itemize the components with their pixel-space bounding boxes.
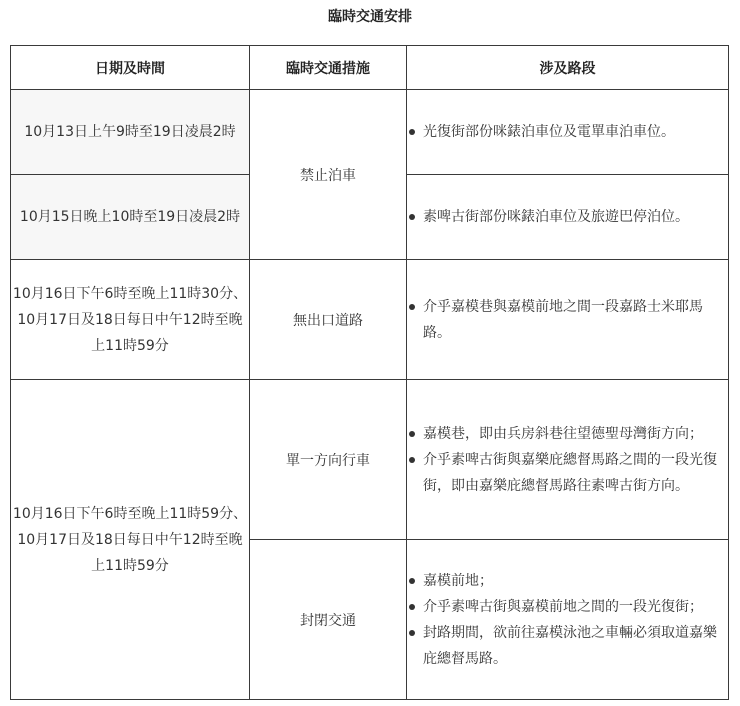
table-header-row <box>11 46 729 90</box>
table-row <box>11 90 729 175</box>
header-measure: 臨時交通措施 <box>250 46 407 90</box>
time-line: 10月17日及18日每日中午12時至晚上11時59分 <box>17 311 243 354</box>
time-cell: 10月13日上午9時至19日凌晨2時 <box>11 90 250 175</box>
table-row <box>11 260 729 380</box>
roads-cell <box>407 175 729 260</box>
time-line: 10月16日下午6時至晚上11時59分、 <box>12 505 248 522</box>
traffic-arrangement-table <box>10 45 729 700</box>
road-item: 封路期間，欲前往嘉模泳池之車輛必須取道嘉樂庇總督馬路。 <box>407 620 728 672</box>
road-item: 光復街部份咪錶泊車位及電單車泊車位。 <box>407 119 728 145</box>
roads-cell <box>407 260 729 380</box>
road-item: 介乎素啤古街與嘉樂庇總督馬路之間的一段光復街，即由嘉樂庇總督馬路往素啤古街方向。 <box>407 447 728 499</box>
page-title: 臨時交通安排 <box>328 9 412 25</box>
time-cell <box>11 260 250 380</box>
header-roads: 涉及路段 <box>407 46 729 90</box>
roads-cell <box>407 380 729 540</box>
road-item: 介乎素啤古街與嘉模前地之間的一段光復街； <box>407 594 728 620</box>
time-line: 10月16日下午6時至晚上11時30分、 <box>12 285 248 302</box>
time-cell <box>11 380 250 700</box>
road-item: 介乎嘉模巷與嘉模前地之間一段嘉路士米耶馬路。 <box>407 294 728 346</box>
road-item: 嘉模巷，即由兵房斜巷往望德聖母灣街方向； <box>407 421 728 447</box>
time-line: 10月17日及18日每日中午12時至晚上11時59分 <box>17 531 243 574</box>
measure-cell: 單一方向行車 <box>250 380 407 540</box>
roads-cell <box>407 90 729 175</box>
time-cell: 10月15日晚上10時至19日凌晨2時 <box>11 175 250 260</box>
header-time: 日期及時間 <box>11 46 250 90</box>
measure-cell: 禁止泊車 <box>250 90 407 260</box>
measure-cell: 封閉交通 <box>250 540 407 700</box>
roads-cell <box>407 540 729 700</box>
measure-cell: 無出口道路 <box>250 260 407 380</box>
road-item: 嘉模前地； <box>407 568 728 594</box>
road-item: 素啤古街部份咪錶泊車位及旅遊巴停泊位。 <box>407 204 728 230</box>
table-row <box>11 380 729 540</box>
